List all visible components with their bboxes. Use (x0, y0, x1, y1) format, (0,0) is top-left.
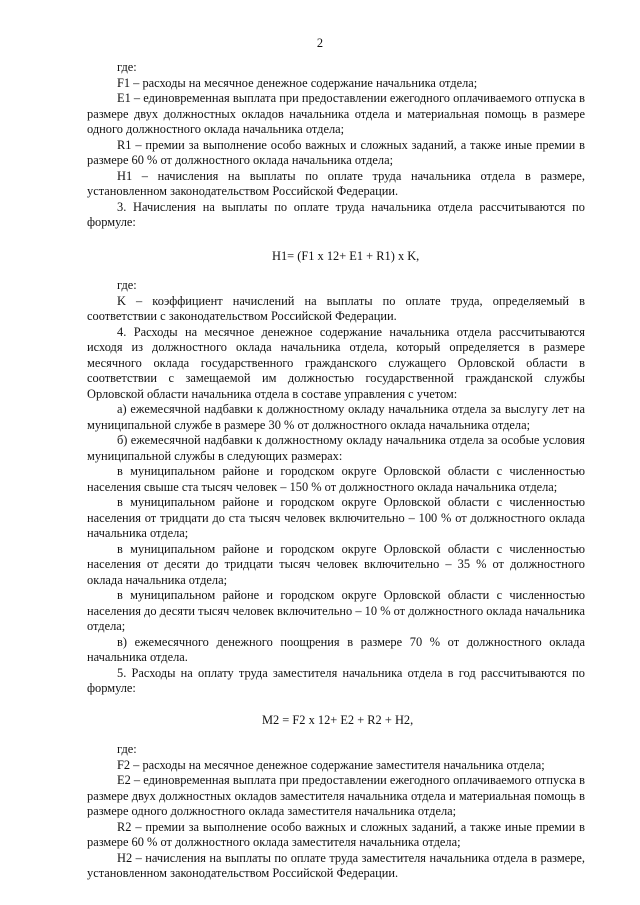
item-b-30k-100k: в муниципальном районе и городском округе Орловской области с численностью населения от тридцати до ста тысяч человек включительно – 100 % от должностного оклада начальника отдела; (87, 495, 585, 540)
definition-f1: F1 – расходы на месячное денежное содержание начальника отдела; (117, 75, 478, 90)
definition-r1: R1 – премии за выполнение особо важных и сложных заданий, а также иные премии в размере 60 % от должностного оклада начальника отдела; (87, 137, 585, 167)
where-label-1: где: (117, 60, 137, 74)
where-label-2: где: (117, 278, 137, 292)
definition-e1: E1 – единовременная выплата при предоставлении ежегодного оплачиваемого отпуска в размере двух должностных окладов начальника отдела и материальная помощь в размере одного должностного оклада начальника отдела; (87, 91, 585, 136)
page-number: 2 (316, 36, 324, 50)
section-3: 3. Начисления на выплаты по оплате труда начальника отдела рассчитываются по формуле: (87, 199, 585, 229)
formula-h1: H1= (F1 x 12+ E1 + R1) x K, (272, 248, 420, 263)
where-label-3: где: (117, 742, 137, 756)
item-a: а) ежемесячной надбавки к должностному окладу начальника отдела за выслугу лет на муниципальной службе в размере 30 % от должностного оклада начальника отдела; (87, 402, 585, 432)
definition-h1: H1 – начисления на выплаты по оплате труда начальника отдела в размере, установленном законодательством Российской Федерации. (87, 168, 585, 198)
section-4: 4. Расходы на месячное денежное содержание начальника отдела рассчитываются исходя из должностного оклада начальника отдела, который определяется в размере месячного оклада государственного гражданского служащего Орловской области в соответствии с замещаемой им должностью государственной гражданской службы Орловской области начальника отдела в составе управления с учетом: (87, 324, 585, 401)
definition-k: K – коэффициент начислений на выплаты по оплате труда, определяемый в соответствии с законодательством Российской Федерации. (87, 293, 585, 323)
document-body (87, 60, 585, 882)
section-5: 5. Расходы на оплату труда заместителя начальника отдела в год рассчитываются по формуле: (87, 665, 585, 695)
definition-h2: H2 – начисления на выплаты по оплате труда заместителя начальника отдела в размере, установленном законодательством Российской Федерации. (87, 850, 585, 880)
item-b: б) ежемесячной надбавки к должностному окладу начальника отдела за особые условия муниципальной службы в следующих размерах: (87, 433, 585, 463)
formula-m2: M2 = F2 x 12+ E2 + R2 + H2, (262, 712, 414, 727)
item-b-over-100k: в муниципальном районе и городском округе Орловской области с численностью населения свыше ста тысяч человек – 150 % от должностного оклада начальника отдела; (87, 464, 585, 494)
definition-f2: F2 – расходы на месячное денежное содержание заместителя начальника отдела; (117, 757, 545, 772)
item-b-10k-30k: в муниципальном районе и городском округе Орловской области с численностью населения от десяти до тридцати тысяч человек включительно – 35 % от должностного оклада начальника отдела; (87, 541, 585, 587)
item-v: в) ежемесячного денежного поощрения в размере 70 % от должностного оклада начальника отдела. (87, 634, 585, 664)
definition-e2: E2 – единовременная выплата при предоставлении ежегодного оплачиваемого отпуска в размере двух должностных окладов заместителя начальника отдела и материальная помощь в размере одного должностного оклада заместителя начальника отдела; (87, 773, 585, 818)
definition-r2: R2 – премии за выполнение особо важных и сложных заданий, а также иные премии в размере 60 % от должностного оклада заместителя начальника отдела; (87, 819, 585, 849)
item-b-under-10k: в муниципальном районе и городском округе Орловской области с численностью населения до десяти тысяч человек включительно – 10 % от должностного оклада начальника отдела; (87, 588, 585, 633)
